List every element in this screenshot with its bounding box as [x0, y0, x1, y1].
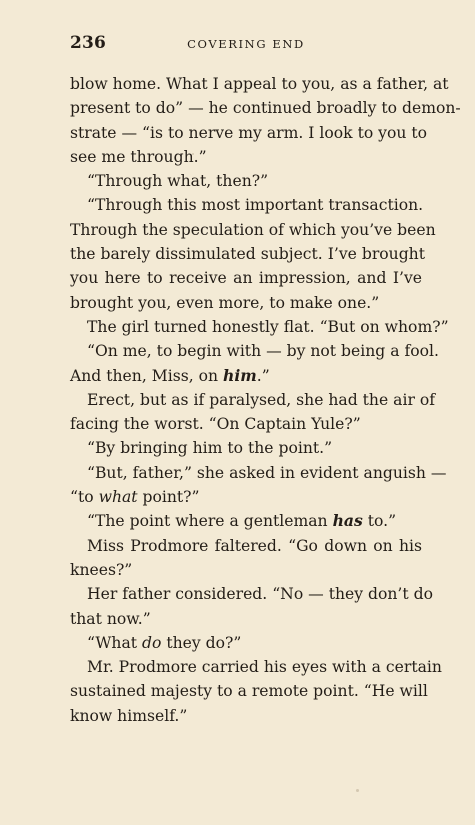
text-line: Through the speculation of which you’ve been — [70, 220, 436, 239]
text-line: that now.” — [70, 609, 151, 628]
line-text: they do?” — [161, 633, 242, 652]
page-number: 236 — [70, 33, 107, 53]
paper-speck — [356, 789, 359, 792]
running-head — [70, 33, 422, 57]
line-text: “What — [87, 633, 142, 652]
text-line: facing the worst. “On Captain Yule?” — [70, 415, 361, 434]
text-line: Her father considered. “No — they don’t do — [87, 585, 433, 604]
emphasis: do — [142, 633, 162, 652]
text-line: present to do” — he continued broadly to demon- — [70, 99, 461, 118]
text-line — [70, 364, 422, 388]
text-line: sustained majesty to a remote point. “He will — [70, 682, 428, 701]
text-line: Mr. Prodmore carried his eyes with a certain — [87, 658, 442, 677]
text-line: “By bringing him to the point.” — [87, 439, 333, 458]
text-line: “Through what, then?” — [87, 172, 269, 191]
text-line: “But, father,” she asked in evident anguish — — [87, 463, 447, 482]
text-line: “Through this most important transaction. — [87, 196, 424, 215]
text-line: see me through.” — [70, 147, 207, 166]
paper-speck — [192, 153, 194, 155]
text-line: know himself.” — [70, 706, 188, 725]
text-line: you here to receive an impression, and I’ve — [70, 269, 422, 288]
text-line: The girl turned honestly flat. “But on whom?” — [87, 317, 449, 336]
emphasis: what — [98, 488, 138, 507]
text-line — [70, 631, 422, 655]
line-text: point?” — [137, 488, 200, 507]
text-line: knees?” — [70, 560, 133, 579]
text-line: strate — “is to nerve my arm. I look to you to — [70, 123, 428, 142]
text-line: Erect, but as if paralysed, she had the air of — [87, 390, 436, 409]
line-text: “to — [70, 488, 99, 507]
emphasis: him — [223, 365, 257, 385]
text-line — [70, 485, 422, 509]
line-text: “The point where a gentleman — [87, 512, 333, 531]
body-text — [70, 72, 461, 728]
text-line: blow home. What I appeal to you, as a father, at — [70, 75, 449, 93]
text-line: the barely dissimulated subject. I’ve brought — [70, 245, 425, 264]
text-line: brought you, even more, to make one.” — [70, 293, 380, 312]
emphasis: has — [332, 511, 363, 531]
text-line — [70, 509, 422, 533]
line-text: And then, Miss, on — [70, 366, 223, 385]
running-title: COVERING END — [187, 37, 305, 51]
line-text: to.” — [362, 512, 397, 531]
text-line: “On me, to begin with — by not being a fool. — [87, 342, 439, 361]
text-line: Miss Prodmore faltered. “Go down on his — [87, 536, 422, 555]
line-text: .” — [256, 366, 270, 385]
